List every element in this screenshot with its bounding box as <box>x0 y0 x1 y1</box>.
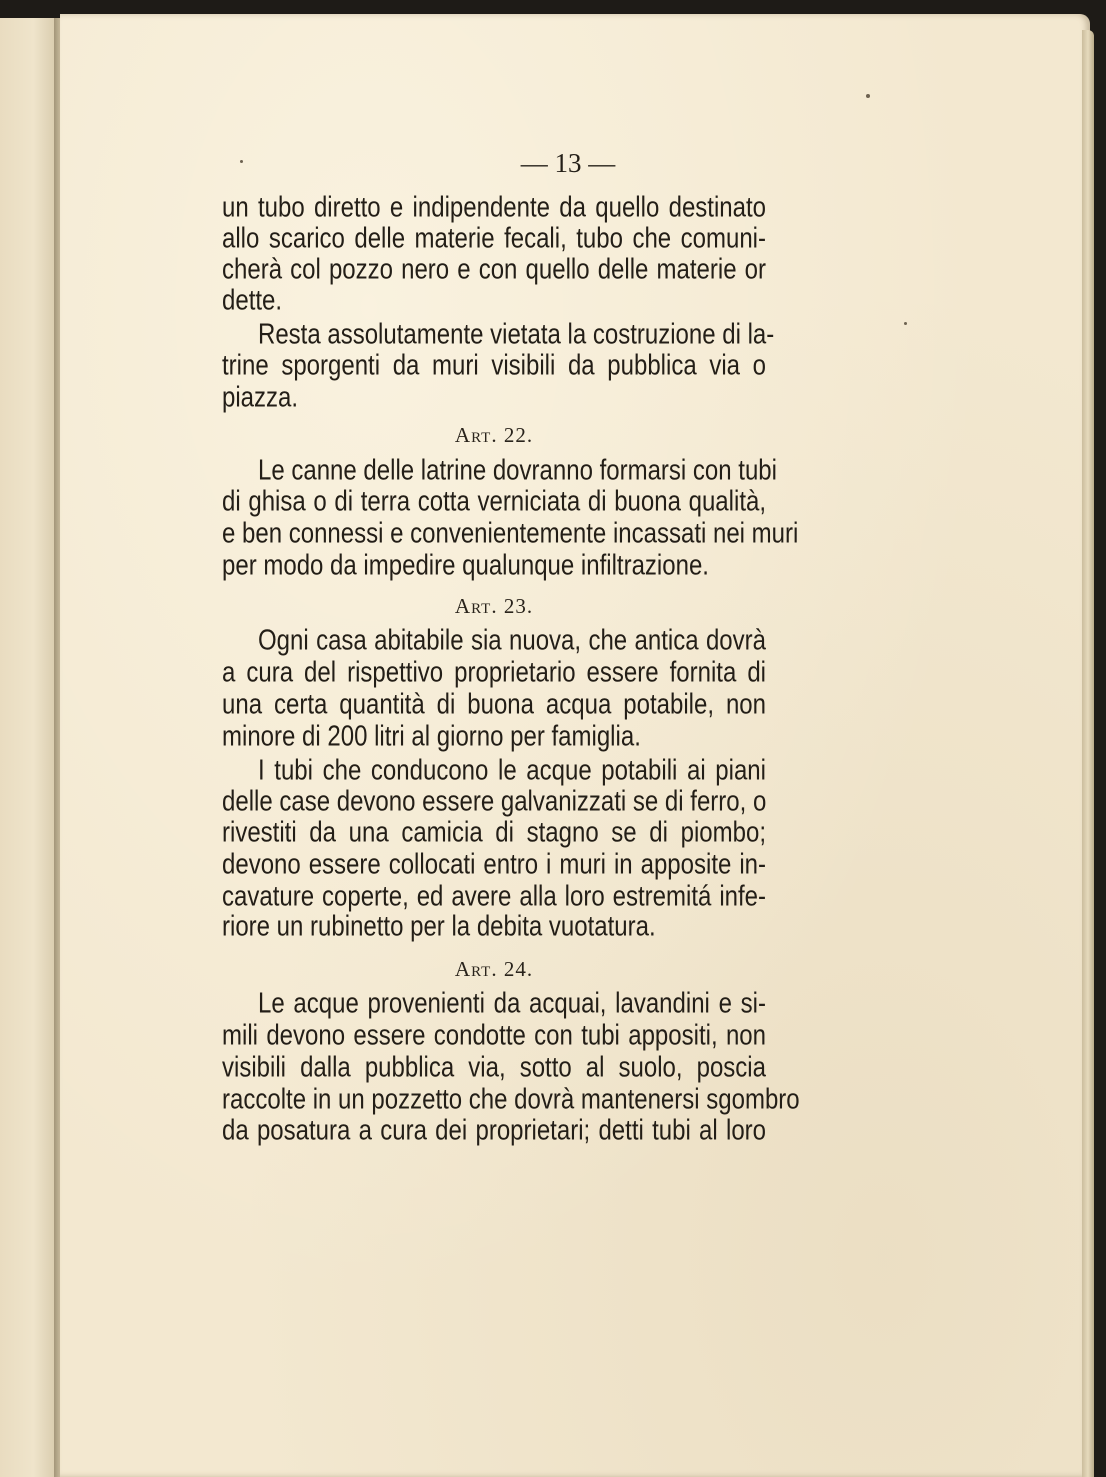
text-line: I tubi che conducono le acque potabili ai piani <box>258 754 766 787</box>
article-heading: Art. 24. <box>454 957 534 981</box>
page-right-edge <box>1082 30 1094 1477</box>
text-line: Le canne delle latrine dovranno formarsi con tubi <box>258 454 777 487</box>
text-line: mili devono essere condotte con tubi appositi, non <box>222 1019 766 1052</box>
article-heading: Art. 23. <box>454 594 534 618</box>
text-line: trine sporgenti da muri visibili da pubblica via o <box>222 349 766 382</box>
text-line: Resta assolutamente vietata la costruzione di la- <box>258 318 775 351</box>
text-line: raccolte in un pozzetto che dovrà mantenersi sgombro <box>222 1083 800 1116</box>
text-line: a cura del rispettivo proprietario essere fornita di <box>222 656 766 689</box>
text-line: piazza. <box>222 381 299 414</box>
text-line: riore un rubinetto per la debita vuotatura. <box>222 910 656 943</box>
text-line: cavature coperte, ed avere alla loro estremitá infe- <box>222 880 766 913</box>
text-line: rivestiti da una camicia di stagno se di piombo; <box>222 816 766 849</box>
page-number: — 13 — <box>520 148 616 178</box>
paper-speck <box>904 322 907 325</box>
paper-speck <box>866 94 870 98</box>
text-line: per modo da impedire qualunque infiltrazione. <box>222 549 709 582</box>
text-line: e ben connessi e convenientemente incassati nei muri <box>222 517 799 550</box>
text-line: visibili dalla pubblica via, sotto al suolo, poscia <box>222 1051 766 1084</box>
text-line: Ogni casa abitabile sia nuova, che antica dovrà <box>258 624 766 657</box>
text-line: cherà col pozzo nero e con quello delle materie or <box>222 253 766 286</box>
facing-page-edge <box>0 18 56 1477</box>
text-line: allo scarico delle materie fecali, tubo che comuni- <box>222 222 766 255</box>
text-line: delle case devono essere galvanizzati se di ferro, o <box>222 785 767 818</box>
text-line: un tubo diretto e indipendente da quello destinato <box>222 191 766 224</box>
text-line: una certa quantità di buona acqua potabile, non <box>222 688 766 721</box>
text-line: da posatura a cura dei proprietari; detti tubi al loro <box>222 1114 766 1147</box>
text-line: Le acque provenienti da acquai, lavandini e si- <box>258 987 766 1020</box>
text-line: devono essere collocati entro i muri in apposite in- <box>222 848 766 881</box>
article-heading: Art. 22. <box>454 423 534 447</box>
text-line: minore di 200 litri al giorno per famiglia. <box>222 720 641 753</box>
text-line: di ghisa o di terra cotta verniciata di buona qualità, <box>222 485 766 518</box>
text-line: dette. <box>222 284 283 317</box>
